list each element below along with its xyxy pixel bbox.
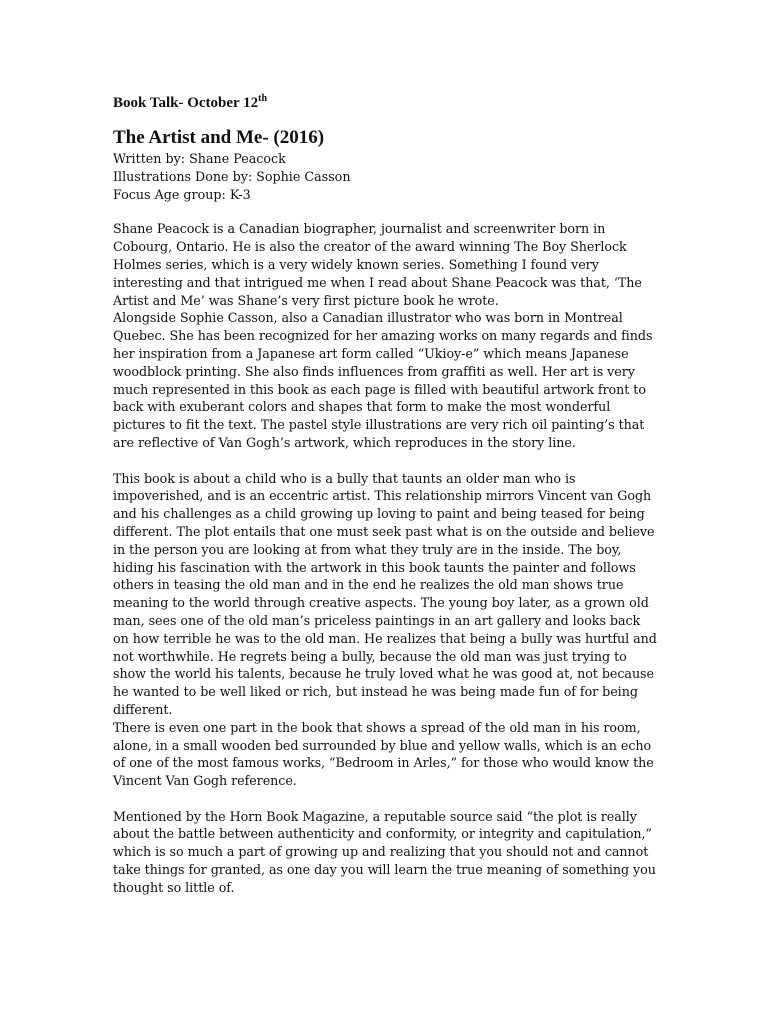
paragraph-gap [113,790,658,808]
book-metadata [113,150,658,203]
paragraph-gap [113,452,658,470]
paragraph-bedroom-reference: There is even one part in the book that shows a spread of the old man in his room, alone, in a small wooden bed surrounded by blue and yellow walls, which is an echo of one of the most famous works, “Bedroom in Arles,” for those who would know the Vincent Van Gogh reference. [113,719,654,789]
heading-superscript: th [258,93,268,104]
illustrator-line: Illustrations Done by: Sophie Casson [113,168,351,184]
document-heading [113,94,658,112]
author-line: Written by: Shane Peacock [113,151,286,166]
paragraph-author-bio: Shane Peacock is a Canadian biographer, journalist and screenwriter born in Cobourg, Ontario. He is also the creator of the award winning The Boy Sherlock Holmes series, which is a very widely known series. Something I found very interesting and that intrigued me when I read about Shane Peacock was that, ‘The Artist and Me’ was Shane’s very first picture book he wrote. [113,221,642,308]
paragraph-review-quote: Mentioned by the Horn Book Magazine, a reputable source said “the plot is really about the battle between authenticity and conformity, or integrity and capitulation,” which is so much a part of growing up and realizing that you should not and cannot take things for granted, as one day you will learn the true meaning of something you thought so little of. [113,808,656,895]
document-page [113,94,658,897]
paragraph-plot: This book is about a child who is a bully that taunts an older man who is impoverished, and is an eccentric artist. This relationship mirrors Vincent van Gogh and his challenges as a child growing up loving to paint and being teased for being different. The plot entails that one must seek past what is on the outside and believe in the person you are looking at from what they truly are in the inside. The boy, hiding his fascination with the artwork in this book taunts the painter and follows others in teasing the old man and in the end he realizes the old man shows true meaning to the world through creative aspects. The young boy later, as a grown old man, sees one of the old man’s priceless paintings in an art gallery and looks back on how terrible he was to the old man. He realizes that being a bully was hurtful and not worthwhile. He regrets being a bully, because the old man was just trying to show the world his talents, because he truly loved what he was good at, not because he wanted to be well liked or rich, but instead he was being made fun of for being different. [113,470,657,717]
age-group-line: Focus Age group: K-3 [113,186,251,202]
paragraph-illustrator-bio: Alongside Sophie Casson, also a Canadian illustrator who was born in Montreal Quebec. She has been recognized for her amazing works on many regards and finds her inspiration from a Japanese art form called “Ukioy-e” which means Japanese woodblock printing. She also finds influences from graffiti as well. Her art is very much represented in this book as each page is filled with beautiful artwork front to back with exuberant colors and shapes that form to make the most wonderful pictures to fit the text. The pastel style illustrations are very rich oil painting’s that are reflective of Van Gogh’s artwork, which reproduces in the story line. [113,310,653,450]
book-title: The Artist and Me- (2016) [113,127,325,148]
heading-text: Book Talk- October 12 [113,95,259,111]
